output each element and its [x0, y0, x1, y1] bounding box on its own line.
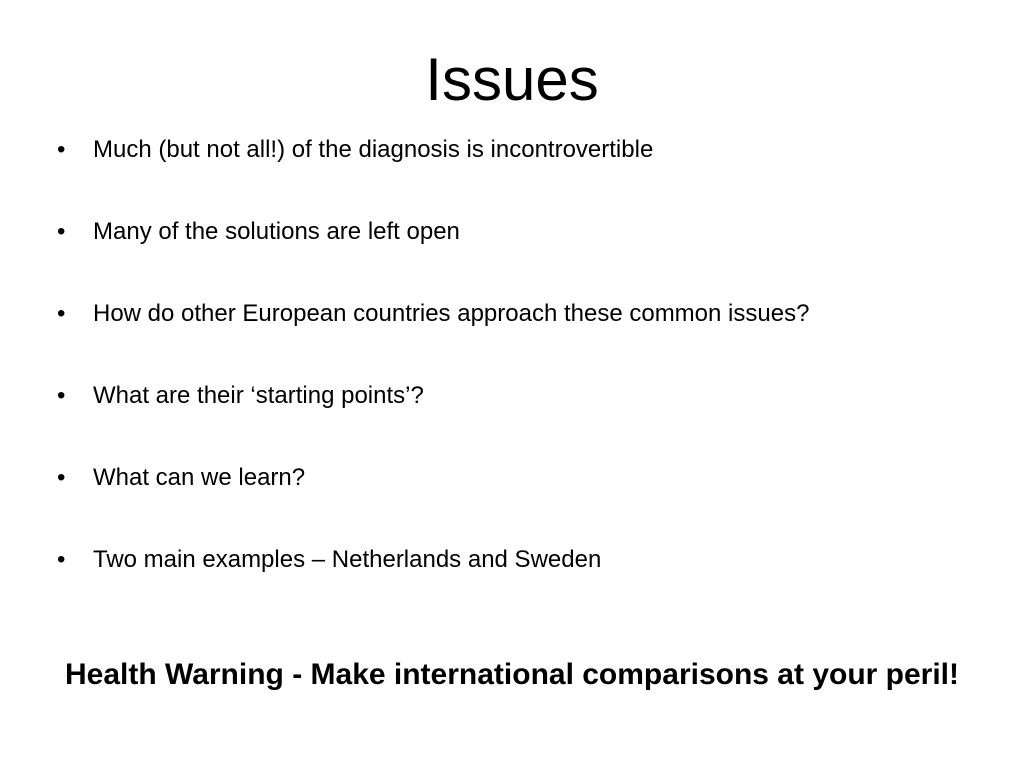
- list-item: [57, 136, 997, 218]
- bullet-icon: •: [57, 382, 66, 409]
- bullet-icon: •: [57, 546, 66, 573]
- health-warning: Health Warning - Make international comparisons at your peril!: [64, 658, 960, 691]
- list-item: [57, 464, 997, 546]
- bullet-icon: •: [57, 218, 66, 245]
- list-item: [57, 546, 997, 628]
- bullet-text: Two main examples – Netherlands and Sweden: [93, 546, 602, 573]
- bullet-text: What can we learn?: [93, 464, 306, 491]
- bullet-text: What are their ‘starting points’?: [93, 382, 424, 409]
- bullet-text: Much (but not all!) of the diagnosis is incontrovertible: [93, 136, 654, 163]
- bullet-text: Many of the solutions are left open: [93, 218, 460, 245]
- list-item: [57, 218, 997, 300]
- bullet-list: [57, 136, 997, 628]
- bullet-icon: •: [57, 464, 66, 491]
- bullet-icon: •: [57, 300, 66, 327]
- slide-title: Issues: [425, 46, 599, 113]
- bullet-text: How do other European countries approach these common issues?: [93, 300, 810, 327]
- list-item: [57, 300, 997, 382]
- bullet-icon: •: [57, 136, 66, 163]
- list-item: [57, 382, 997, 464]
